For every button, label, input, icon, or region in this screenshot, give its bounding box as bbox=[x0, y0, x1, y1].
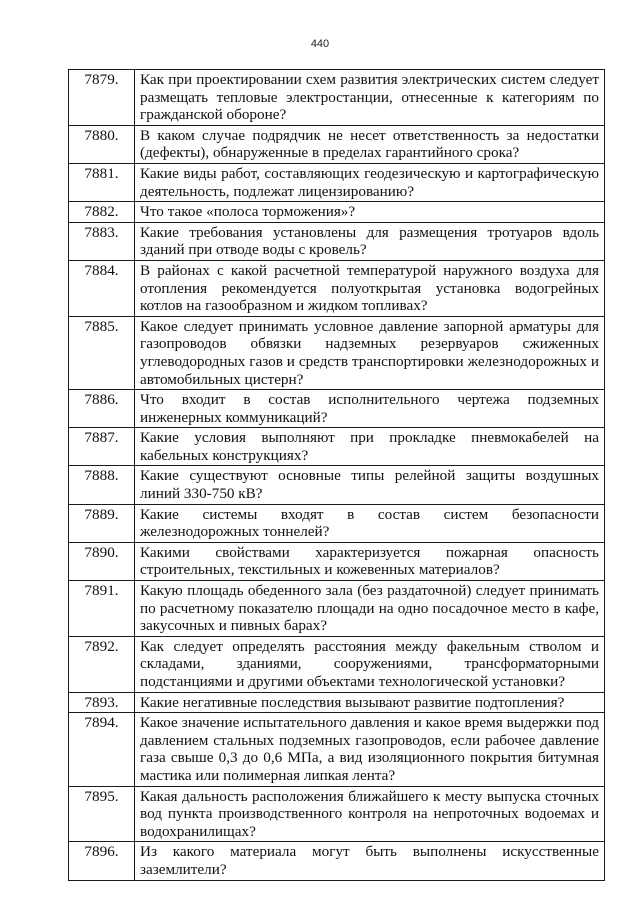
table-row bbox=[69, 504, 605, 542]
question-text: Как при проектировании схем развития электрических систем следует размещать тепловые электростанции, отнесенные к категориям по гражданской обороне? bbox=[135, 70, 605, 126]
table-row bbox=[69, 390, 605, 428]
question-number: 7884. bbox=[69, 260, 135, 316]
table-row bbox=[69, 428, 605, 466]
question-text: Какими свойствами характеризуется пожарная опасность строительных, текстильных и кожевенных материалов? bbox=[135, 542, 605, 580]
question-text: В каком случае подрядчик не несет ответственность за недостатки (дефекты), обнаруженные в пределах гарантийного срока? bbox=[135, 125, 605, 163]
question-text: Как следует определять расстояния между факельным стволом и складами, зданиями, сооружениями, трансформаторными подстанциями и другими объектами технологической установки? bbox=[135, 636, 605, 692]
question-number: 7896. bbox=[69, 842, 135, 880]
table-row bbox=[69, 70, 605, 126]
question-number: 7888. bbox=[69, 466, 135, 504]
table-row bbox=[69, 581, 605, 637]
question-text: Какое значение испытательного давления и какое время выдержки под давлением стальных подземных газопроводов, если рабочее давление газа свыше 0,3 до 0,6 МПа, а вид изоляционного покрытия битумная мастика или полимерная липкая лента? bbox=[135, 713, 605, 786]
question-text: Какое следует принимать условное давление запорной арматуры для газопроводов обвязки надземных резервуаров сжиженных углеводородных газов и средств транспортировки железнодорожных и автомобильных цистерн? bbox=[135, 316, 605, 389]
question-number: 7886. bbox=[69, 390, 135, 428]
question-text: Какие системы входят в состав систем безопасности железнодорожных тоннелей? bbox=[135, 504, 605, 542]
questions-table bbox=[68, 69, 605, 881]
question-number: 7891. bbox=[69, 581, 135, 637]
table-row bbox=[69, 202, 605, 223]
question-text: Какие виды работ, составляющих геодезическую и картографическую деятельность, подлежат лицензированию? bbox=[135, 163, 605, 201]
table-row bbox=[69, 842, 605, 880]
table-row bbox=[69, 316, 605, 389]
question-text: Какие требования установлены для размещения тротуаров вдоль зданий при отводе воды с кровель? bbox=[135, 222, 605, 260]
question-number: 7895. bbox=[69, 786, 135, 842]
question-number: 7883. bbox=[69, 222, 135, 260]
question-number: 7893. bbox=[69, 692, 135, 713]
question-number: 7880. bbox=[69, 125, 135, 163]
question-text: Какая дальность расположения ближайшего к месту выпуска сточных вод пункта производственного контроля на непроточных водоемах и водохранилищах? bbox=[135, 786, 605, 842]
page-number: 440 bbox=[310, 38, 330, 50]
question-text: Что входит в состав исполнительного чертежа подземных инженерных коммуникаций? bbox=[135, 390, 605, 428]
table-row bbox=[69, 786, 605, 842]
questions-table-body bbox=[69, 70, 605, 881]
question-text: Из какого материала могут быть выполнены искусственные заземлители? bbox=[135, 842, 605, 880]
question-text: Какую площадь обеденного зала (без раздаточной) следует принимать по расчетному показателю площади на одно посадочное место в кафе, закусочных и пивных барах? bbox=[135, 581, 605, 637]
table-row bbox=[69, 542, 605, 580]
table-row bbox=[69, 692, 605, 713]
question-text: В районах с какой расчетной температурой наружного воздуха для отопления рекомендуется полуоткрытая установка водогрейных котлов на газообразном и жидком топливах? bbox=[135, 260, 605, 316]
question-number: 7885. bbox=[69, 316, 135, 389]
question-number: 7887. bbox=[69, 428, 135, 466]
table-row bbox=[69, 466, 605, 504]
question-text: Какие существуют основные типы релейной защиты воздушных линий 330-750 кВ? bbox=[135, 466, 605, 504]
table-row bbox=[69, 125, 605, 163]
question-text: Какие негативные последствия вызывают развитие подтопления? bbox=[135, 692, 605, 713]
table-row bbox=[69, 222, 605, 260]
question-number: 7879. bbox=[69, 70, 135, 126]
table-row bbox=[69, 636, 605, 692]
table-row bbox=[69, 260, 605, 316]
question-number: 7882. bbox=[69, 202, 135, 223]
question-text: Что такое «полоса торможения»? bbox=[135, 202, 605, 223]
question-number: 7892. bbox=[69, 636, 135, 692]
question-number: 7894. bbox=[69, 713, 135, 786]
question-text: Какие условия выполняют при прокладке пневмокабелей на кабельных конструкциях? bbox=[135, 428, 605, 466]
question-number: 7889. bbox=[69, 504, 135, 542]
table-row bbox=[69, 163, 605, 201]
question-number: 7890. bbox=[69, 542, 135, 580]
table-row bbox=[69, 713, 605, 786]
question-number: 7881. bbox=[69, 163, 135, 201]
